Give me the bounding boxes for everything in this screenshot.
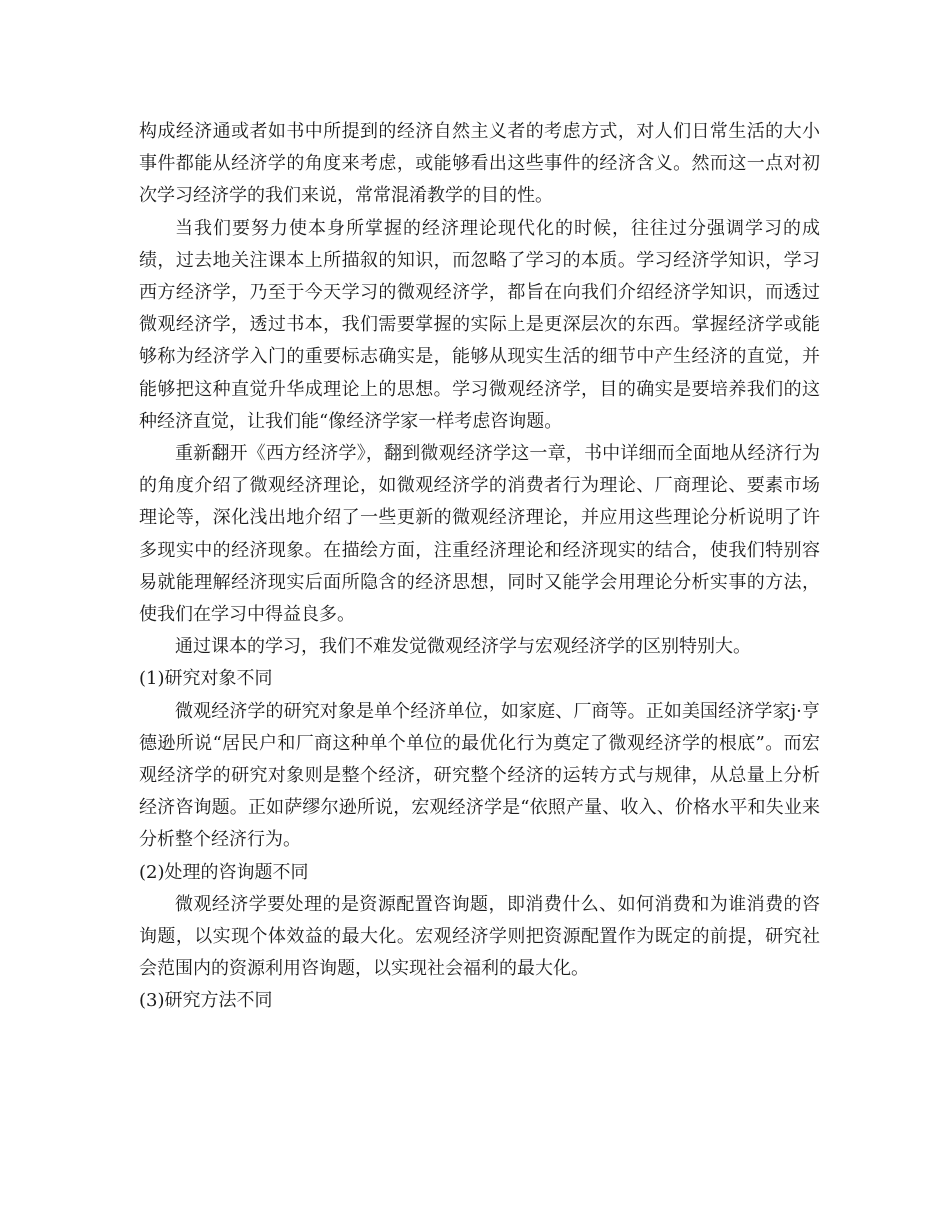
paragraph-textbook-review: 重新翻开《西方经济学》，翻到微观经济学这一章，书中详细而全面地从经济行为的角度介绍了微观经济理论，如微观经济学的消费者行为理论、厂商理论、要素市场理论等，深化浅出地介绍了一些更新的微观经济理论，并应用这些理论分析说明了许多现实中的经济现象。在描绘方面，注重经济理论和经济现实的结合，使我们特别容易就能理解经济现实后面所隐含的经济思想，同时又能学会用理论分析实事的方法，使我们在学习中得益良多。 — [139, 443, 820, 626]
document-body — [139, 116, 820, 1018]
section-heading-research-object: (1)研究对象不同 — [139, 668, 273, 690]
paragraph-research-object: 微观经济学的研究对象是单个经济单位，如家庭、厂商等。正如美国经济学家j·亨德逊所说“居民户和厂商这种单个单位的最优化行为奠定了微观经济学的根底”。而宏观经济学的研究对象则是整个经济，研究整个经济的运转方式与规律，从总量上分析经济咨询题。正如萨缪尔逊所说，宏观经济学是“依照产量、收入、价格水平和失业来分析整个经济行为。 — [139, 700, 820, 851]
paragraph-continuation: 构成经济通或者如书中所提到的经济自然主义者的考虑方式，对人们日常生活的大小事件都能从经济学的角度来考虑，或能够看出这些事件的经济含义。然而这一点对初次学习经济学的我们来说，常常混淆教学的目的性。 — [139, 121, 820, 207]
paragraph-micro-macro-difference: 通过课本的学习，我们不难发觉微观经济学与宏观经济学的区别特别大。 — [175, 636, 751, 658]
paragraph-problems: 微观经济学要处理的是资源配置咨询题，即消费什么、如何消费和为谁消费的咨询题，以实现个体效益的最大化。宏观经济学则把资源配置作为既定的前提，研究社会范围内的资源利用咨询题，以实现社会福利的最大化。 — [139, 893, 820, 980]
section-heading-methods: (3)研究方法不同 — [139, 990, 273, 1012]
paragraph-study-focus: 当我们要努力使本身所掌握的经济理论现代化的时候，往往过分强调学习的成绩，过去地关注课本上所描叙的知识，而忽略了学习的本质。学习经济学知识，学习西方经济学，乃至于今天学习的微观经济学，都旨在向我们介绍经济学知识，而透过微观经济学，透过书本，我们需要掌握的实际上是更深层次的东西。掌握经济学或能够称为经济学入门的重要标志确实是，能够从现实生活的细节中产生经济的直觉，并能够把这种直觉升华成理论上的思想。学习微观经济学，目的确实是要培养我们的这种经济直觉，让我们能“像经济学家一样考虑咨询题。 — [139, 217, 820, 432]
section-heading-problems: (2)处理的咨询题不同 — [139, 861, 309, 883]
